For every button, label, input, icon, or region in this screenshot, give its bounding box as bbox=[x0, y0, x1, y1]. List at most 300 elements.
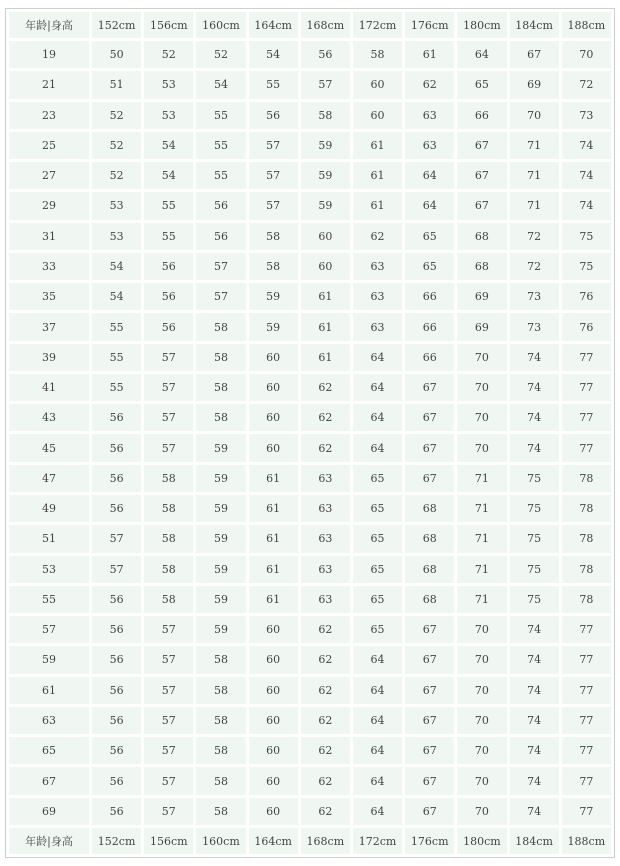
weight-cell: 71 bbox=[457, 465, 506, 492]
footer-row bbox=[9, 828, 611, 854]
weight-cell: 63 bbox=[301, 556, 350, 583]
age-cell: 23 bbox=[9, 102, 89, 129]
table-row bbox=[9, 646, 611, 673]
weight-cell: 65 bbox=[457, 71, 506, 98]
table-row bbox=[9, 71, 611, 98]
column-footer: 156cm bbox=[144, 828, 193, 854]
weight-cell: 71 bbox=[457, 586, 506, 613]
column-footer: 164cm bbox=[249, 828, 298, 854]
weight-cell: 54 bbox=[92, 283, 141, 310]
age-cell: 59 bbox=[9, 646, 89, 673]
weight-cell: 65 bbox=[353, 556, 402, 583]
table-row bbox=[9, 616, 611, 643]
age-cell: 25 bbox=[9, 132, 89, 159]
weight-cell: 57 bbox=[92, 525, 141, 552]
weight-cell: 74 bbox=[510, 434, 559, 461]
weight-cell: 65 bbox=[405, 253, 454, 280]
weight-cell: 60 bbox=[249, 404, 298, 431]
weight-cell: 58 bbox=[196, 737, 245, 764]
weight-cell: 77 bbox=[562, 737, 611, 764]
weight-cell: 64 bbox=[353, 404, 402, 431]
weight-cell: 68 bbox=[457, 253, 506, 280]
column-header: 152cm bbox=[92, 12, 141, 38]
weight-cell: 74 bbox=[510, 344, 559, 371]
weight-cell: 60 bbox=[249, 434, 298, 461]
column-header: 172cm bbox=[353, 12, 402, 38]
weight-cell: 63 bbox=[301, 465, 350, 492]
weight-cell: 64 bbox=[353, 374, 402, 401]
weight-cell: 52 bbox=[92, 132, 141, 159]
weight-cell: 52 bbox=[92, 162, 141, 189]
weight-cell: 74 bbox=[510, 404, 559, 431]
weight-cell: 57 bbox=[144, 707, 193, 734]
weight-cell: 70 bbox=[457, 737, 506, 764]
weight-cell: 74 bbox=[510, 616, 559, 643]
weight-cell: 51 bbox=[92, 71, 141, 98]
weight-cell: 60 bbox=[249, 707, 298, 734]
table-row bbox=[9, 162, 611, 189]
table-row bbox=[9, 344, 611, 371]
weight-cell: 78 bbox=[562, 556, 611, 583]
weight-cell: 57 bbox=[92, 556, 141, 583]
age-cell: 55 bbox=[9, 586, 89, 613]
weight-cell: 61 bbox=[301, 313, 350, 340]
column-header: 180cm bbox=[457, 12, 506, 38]
weight-cell: 70 bbox=[457, 646, 506, 673]
weight-cell: 57 bbox=[196, 253, 245, 280]
weight-cell: 60 bbox=[249, 798, 298, 825]
weight-cell: 77 bbox=[562, 798, 611, 825]
weight-cell: 67 bbox=[405, 677, 454, 704]
weight-cell: 71 bbox=[457, 495, 506, 522]
weight-cell: 58 bbox=[301, 102, 350, 129]
weight-cell: 56 bbox=[144, 283, 193, 310]
weight-cell: 58 bbox=[144, 556, 193, 583]
weight-cell: 65 bbox=[353, 465, 402, 492]
age-cell: 39 bbox=[9, 344, 89, 371]
weight-cell: 74 bbox=[510, 798, 559, 825]
weight-cell: 67 bbox=[510, 41, 559, 68]
table-row bbox=[9, 192, 611, 219]
weight-cell: 59 bbox=[196, 586, 245, 613]
weight-cell: 77 bbox=[562, 616, 611, 643]
weight-cell: 65 bbox=[353, 525, 402, 552]
age-cell: 51 bbox=[9, 525, 89, 552]
weight-cell: 62 bbox=[301, 616, 350, 643]
weight-cell: 64 bbox=[405, 192, 454, 219]
weight-cell: 66 bbox=[405, 344, 454, 371]
age-cell: 35 bbox=[9, 283, 89, 310]
weight-cell: 54 bbox=[92, 253, 141, 280]
column-footer: 152cm bbox=[92, 828, 141, 854]
column-footer: 188cm bbox=[562, 828, 611, 854]
column-footer: 184cm bbox=[510, 828, 559, 854]
weight-cell: 64 bbox=[353, 767, 402, 794]
weight-cell: 56 bbox=[301, 41, 350, 68]
weight-cell: 61 bbox=[249, 525, 298, 552]
column-header: 164cm bbox=[249, 12, 298, 38]
weight-cell: 71 bbox=[510, 192, 559, 219]
weight-cell: 73 bbox=[510, 313, 559, 340]
weight-cell: 68 bbox=[457, 223, 506, 250]
weight-cell: 65 bbox=[405, 223, 454, 250]
column-header: 160cm bbox=[196, 12, 245, 38]
weight-cell: 63 bbox=[301, 525, 350, 552]
weight-cell: 58 bbox=[249, 223, 298, 250]
weight-cell: 65 bbox=[353, 586, 402, 613]
age-cell: 69 bbox=[9, 798, 89, 825]
weight-cell: 74 bbox=[562, 192, 611, 219]
weight-cell: 67 bbox=[405, 616, 454, 643]
weight-cell: 60 bbox=[249, 616, 298, 643]
age-cell: 37 bbox=[9, 313, 89, 340]
weight-cell: 61 bbox=[249, 495, 298, 522]
weight-cell: 56 bbox=[92, 737, 141, 764]
weight-cell: 63 bbox=[353, 313, 402, 340]
weight-cell: 57 bbox=[144, 404, 193, 431]
weight-cell: 53 bbox=[144, 102, 193, 129]
table-row bbox=[9, 223, 611, 250]
weight-cell: 67 bbox=[405, 767, 454, 794]
weight-cell: 62 bbox=[301, 677, 350, 704]
weight-cell: 56 bbox=[92, 646, 141, 673]
weight-cell: 55 bbox=[92, 344, 141, 371]
weight-cell: 61 bbox=[301, 283, 350, 310]
age-cell: 65 bbox=[9, 737, 89, 764]
weight-cell: 53 bbox=[144, 71, 193, 98]
table-row bbox=[9, 404, 611, 431]
age-cell: 63 bbox=[9, 707, 89, 734]
weight-cell: 56 bbox=[92, 616, 141, 643]
weight-cell: 70 bbox=[457, 616, 506, 643]
weight-cell: 61 bbox=[405, 41, 454, 68]
weight-cell: 57 bbox=[301, 71, 350, 98]
table-row bbox=[9, 767, 611, 794]
weight-cell: 75 bbox=[510, 556, 559, 583]
weight-cell: 56 bbox=[196, 192, 245, 219]
weight-cell: 77 bbox=[562, 404, 611, 431]
weight-cell: 58 bbox=[144, 495, 193, 522]
weight-cell: 75 bbox=[510, 586, 559, 613]
weight-cell: 67 bbox=[405, 737, 454, 764]
age-cell: 33 bbox=[9, 253, 89, 280]
weight-cell: 61 bbox=[249, 465, 298, 492]
weight-cell: 58 bbox=[196, 404, 245, 431]
column-footer: 160cm bbox=[196, 828, 245, 854]
table-row bbox=[9, 283, 611, 310]
table-row bbox=[9, 677, 611, 704]
table-row bbox=[9, 434, 611, 461]
weight-cell: 64 bbox=[457, 41, 506, 68]
column-footer: 168cm bbox=[301, 828, 350, 854]
weight-cell: 53 bbox=[92, 223, 141, 250]
table-row bbox=[9, 102, 611, 129]
weight-cell: 67 bbox=[405, 798, 454, 825]
weight-cell: 56 bbox=[144, 253, 193, 280]
weight-cell: 56 bbox=[249, 102, 298, 129]
weight-cell: 56 bbox=[196, 223, 245, 250]
weight-cell: 57 bbox=[144, 798, 193, 825]
weight-cell: 77 bbox=[562, 677, 611, 704]
column-footer: 172cm bbox=[353, 828, 402, 854]
weight-cell: 61 bbox=[249, 586, 298, 613]
weight-cell: 57 bbox=[249, 192, 298, 219]
weight-cell: 59 bbox=[196, 434, 245, 461]
weight-cell: 74 bbox=[562, 132, 611, 159]
weight-cell: 78 bbox=[562, 495, 611, 522]
column-header: 188cm bbox=[562, 12, 611, 38]
weight-cell: 75 bbox=[510, 525, 559, 552]
weight-cell: 70 bbox=[510, 102, 559, 129]
weight-cell: 52 bbox=[92, 102, 141, 129]
weight-cell: 74 bbox=[510, 646, 559, 673]
weight-cell: 50 bbox=[92, 41, 141, 68]
weight-cell: 60 bbox=[249, 344, 298, 371]
weight-cell: 62 bbox=[301, 767, 350, 794]
weight-cell: 58 bbox=[144, 525, 193, 552]
weight-cell: 57 bbox=[144, 677, 193, 704]
weight-cell: 76 bbox=[562, 313, 611, 340]
weight-cell: 74 bbox=[510, 737, 559, 764]
table-row bbox=[9, 313, 611, 340]
age-cell: 31 bbox=[9, 223, 89, 250]
table-row bbox=[9, 465, 611, 492]
weight-cell: 71 bbox=[457, 556, 506, 583]
weight-cell: 62 bbox=[301, 798, 350, 825]
column-footer: 180cm bbox=[457, 828, 506, 854]
weight-cell: 70 bbox=[457, 404, 506, 431]
weight-cell: 74 bbox=[562, 162, 611, 189]
weight-cell: 59 bbox=[301, 192, 350, 219]
weight-cell: 54 bbox=[144, 162, 193, 189]
weight-cell: 74 bbox=[510, 677, 559, 704]
age-cell: 41 bbox=[9, 374, 89, 401]
weight-cell: 58 bbox=[353, 41, 402, 68]
weight-cell: 60 bbox=[249, 677, 298, 704]
weight-cell: 56 bbox=[92, 767, 141, 794]
age-cell: 47 bbox=[9, 465, 89, 492]
weight-cell: 59 bbox=[196, 465, 245, 492]
weight-cell: 56 bbox=[144, 313, 193, 340]
weight-cell: 60 bbox=[249, 737, 298, 764]
weight-cell: 67 bbox=[405, 707, 454, 734]
weight-cell: 67 bbox=[457, 132, 506, 159]
weight-cell: 61 bbox=[353, 192, 402, 219]
table-row bbox=[9, 495, 611, 522]
weight-cell: 67 bbox=[405, 646, 454, 673]
weight-cell: 57 bbox=[144, 646, 193, 673]
weight-cell: 57 bbox=[144, 767, 193, 794]
column-footer: 176cm bbox=[405, 828, 454, 854]
table-footer bbox=[9, 828, 611, 854]
weight-cell: 52 bbox=[144, 41, 193, 68]
weight-cell: 68 bbox=[405, 586, 454, 613]
weight-cell: 60 bbox=[301, 253, 350, 280]
age-cell: 57 bbox=[9, 616, 89, 643]
weight-cell: 72 bbox=[510, 223, 559, 250]
age-cell: 43 bbox=[9, 404, 89, 431]
weight-cell: 57 bbox=[144, 344, 193, 371]
weight-cell: 75 bbox=[510, 465, 559, 492]
weight-cell: 63 bbox=[353, 283, 402, 310]
weight-cell: 56 bbox=[92, 434, 141, 461]
weight-cell: 60 bbox=[249, 646, 298, 673]
weight-cell: 78 bbox=[562, 525, 611, 552]
age-height-header: 年龄|身高 bbox=[9, 12, 89, 38]
weight-cell: 61 bbox=[353, 162, 402, 189]
weight-cell: 65 bbox=[353, 616, 402, 643]
age-cell: 19 bbox=[9, 41, 89, 68]
weight-cell: 58 bbox=[196, 646, 245, 673]
weight-cell: 67 bbox=[405, 465, 454, 492]
table-row bbox=[9, 525, 611, 552]
weight-cell: 71 bbox=[457, 525, 506, 552]
weight-cell: 59 bbox=[301, 132, 350, 159]
weight-cell: 70 bbox=[457, 344, 506, 371]
weight-cell: 60 bbox=[249, 374, 298, 401]
weight-cell: 70 bbox=[457, 374, 506, 401]
weight-cell: 59 bbox=[196, 525, 245, 552]
weight-cell: 78 bbox=[562, 586, 611, 613]
weight-cell: 72 bbox=[510, 253, 559, 280]
weight-cell: 58 bbox=[196, 677, 245, 704]
weight-cell: 58 bbox=[144, 586, 193, 613]
weight-cell: 66 bbox=[457, 102, 506, 129]
weight-cell: 63 bbox=[301, 495, 350, 522]
weight-cell: 69 bbox=[457, 283, 506, 310]
weight-cell: 67 bbox=[405, 404, 454, 431]
weight-cell: 56 bbox=[92, 677, 141, 704]
weight-cell: 56 bbox=[92, 404, 141, 431]
weight-cell: 56 bbox=[92, 586, 141, 613]
weight-cell: 77 bbox=[562, 374, 611, 401]
weight-cell: 54 bbox=[196, 71, 245, 98]
weight-cell: 73 bbox=[510, 283, 559, 310]
weight-cell: 67 bbox=[457, 192, 506, 219]
weight-cell: 67 bbox=[405, 374, 454, 401]
weight-cell: 77 bbox=[562, 434, 611, 461]
weight-cell: 57 bbox=[144, 616, 193, 643]
weight-cell: 64 bbox=[353, 434, 402, 461]
weight-cell: 53 bbox=[92, 192, 141, 219]
weight-cell: 56 bbox=[92, 465, 141, 492]
weight-cell: 75 bbox=[562, 253, 611, 280]
weight-cell: 56 bbox=[92, 495, 141, 522]
weight-cell: 64 bbox=[353, 344, 402, 371]
weight-cell: 62 bbox=[301, 404, 350, 431]
table-row bbox=[9, 586, 611, 613]
weight-cell: 62 bbox=[301, 374, 350, 401]
weight-cell: 67 bbox=[457, 162, 506, 189]
weight-cell: 58 bbox=[196, 798, 245, 825]
weight-cell: 68 bbox=[405, 525, 454, 552]
weight-cell: 76 bbox=[562, 283, 611, 310]
table-row bbox=[9, 707, 611, 734]
weight-cell: 64 bbox=[353, 707, 402, 734]
weight-cell: 62 bbox=[353, 223, 402, 250]
column-header: 184cm bbox=[510, 12, 559, 38]
weight-cell: 60 bbox=[249, 767, 298, 794]
weight-cell: 70 bbox=[457, 707, 506, 734]
weight-cell: 73 bbox=[562, 102, 611, 129]
weight-cell: 64 bbox=[353, 798, 402, 825]
weight-cell: 57 bbox=[144, 374, 193, 401]
weight-cell: 69 bbox=[457, 313, 506, 340]
table-body bbox=[9, 41, 611, 825]
age-height-footer: 年龄|身高 bbox=[9, 828, 89, 854]
table-row bbox=[9, 253, 611, 280]
weight-cell: 59 bbox=[249, 313, 298, 340]
weight-cell: 55 bbox=[249, 71, 298, 98]
age-cell: 67 bbox=[9, 767, 89, 794]
age-cell: 49 bbox=[9, 495, 89, 522]
age-cell: 61 bbox=[9, 677, 89, 704]
column-header: 176cm bbox=[405, 12, 454, 38]
weight-cell: 58 bbox=[196, 767, 245, 794]
weight-cell: 57 bbox=[249, 132, 298, 159]
weight-cell: 72 bbox=[562, 71, 611, 98]
weight-cell: 57 bbox=[144, 434, 193, 461]
weight-cell: 62 bbox=[301, 707, 350, 734]
weight-cell: 75 bbox=[562, 223, 611, 250]
weight-cell: 74 bbox=[510, 767, 559, 794]
weight-cell: 77 bbox=[562, 344, 611, 371]
table-row bbox=[9, 556, 611, 583]
weight-cell: 63 bbox=[353, 253, 402, 280]
age-cell: 29 bbox=[9, 192, 89, 219]
weight-cell: 70 bbox=[457, 434, 506, 461]
weight-cell: 63 bbox=[405, 132, 454, 159]
age-cell: 53 bbox=[9, 556, 89, 583]
weight-cell: 64 bbox=[405, 162, 454, 189]
weight-cell: 77 bbox=[562, 707, 611, 734]
weight-cell: 77 bbox=[562, 646, 611, 673]
weight-cell: 70 bbox=[562, 41, 611, 68]
weight-table bbox=[6, 9, 614, 857]
table-row bbox=[9, 41, 611, 68]
weight-cell: 62 bbox=[301, 646, 350, 673]
weight-cell: 59 bbox=[196, 616, 245, 643]
age-cell: 27 bbox=[9, 162, 89, 189]
weight-cell: 55 bbox=[196, 162, 245, 189]
weight-cell: 67 bbox=[405, 434, 454, 461]
weight-cell: 54 bbox=[249, 41, 298, 68]
header-row bbox=[9, 12, 611, 38]
weight-cell: 75 bbox=[510, 495, 559, 522]
weight-cell: 69 bbox=[510, 71, 559, 98]
table-header bbox=[9, 12, 611, 38]
weight-cell: 56 bbox=[92, 707, 141, 734]
weight-cell: 68 bbox=[405, 495, 454, 522]
weight-cell: 62 bbox=[405, 71, 454, 98]
weight-cell: 59 bbox=[196, 556, 245, 583]
weight-cell: 68 bbox=[405, 556, 454, 583]
weight-cell: 71 bbox=[510, 162, 559, 189]
column-header: 168cm bbox=[301, 12, 350, 38]
weight-cell: 55 bbox=[144, 223, 193, 250]
weight-cell: 61 bbox=[249, 556, 298, 583]
weight-cell: 65 bbox=[353, 495, 402, 522]
weight-cell: 74 bbox=[510, 707, 559, 734]
weight-cell: 78 bbox=[562, 465, 611, 492]
weight-cell: 61 bbox=[301, 344, 350, 371]
weight-cell: 52 bbox=[196, 41, 245, 68]
weight-cell: 55 bbox=[144, 192, 193, 219]
weight-cell: 59 bbox=[301, 162, 350, 189]
weight-cell: 71 bbox=[510, 132, 559, 159]
weight-cell: 62 bbox=[301, 737, 350, 764]
weight-cell: 58 bbox=[196, 344, 245, 371]
